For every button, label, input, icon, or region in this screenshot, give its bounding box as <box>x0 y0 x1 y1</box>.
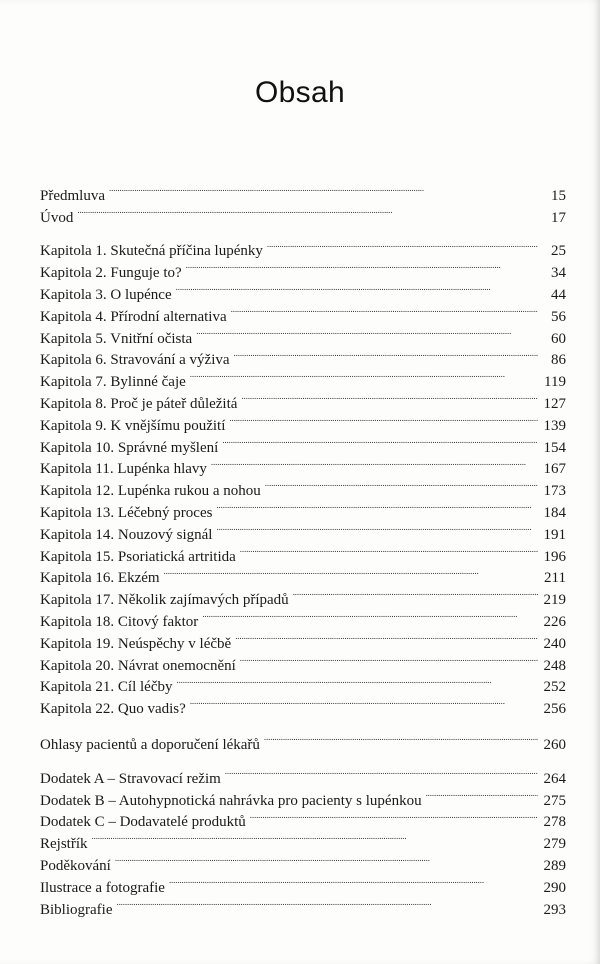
toc-entry-page-number: 119 <box>544 374 566 391</box>
toc-spacer <box>40 222 566 234</box>
toc-entry-page-number: 184 <box>543 504 566 521</box>
dot-leader <box>196 321 538 343</box>
toc-entry-page-number: 256 <box>543 701 566 718</box>
toc-entry-label: Dodatek B – Autohypnotická nahrávka pro pacienty s lupénkou <box>40 792 422 809</box>
dot-leader <box>216 517 537 539</box>
toc-entry-label: Kapitola 9. K vnějšímu použití <box>40 417 226 434</box>
toc-entry-page-number: 248 <box>543 657 566 674</box>
toc-entry-page-number: 196 <box>543 548 566 565</box>
dot-leader <box>225 761 538 783</box>
toc-entry-label: Kapitola 19. Neúspěchy v léčbě <box>40 635 232 652</box>
dot-leader <box>426 783 538 805</box>
toc-entry-label: Dodatek C – Dodavatelé produktů <box>40 814 246 831</box>
toc-entry-label: Kapitola 2. Funguje to? <box>40 265 182 282</box>
dot-leader <box>92 826 538 848</box>
dot-leader <box>202 604 537 626</box>
dot-leader <box>216 495 537 517</box>
toc-entry-label: Kapitola 12. Lupénka rukou a nohou <box>40 483 261 500</box>
dot-leader <box>234 343 538 365</box>
toc-entry <box>40 826 566 853</box>
dot-leader <box>190 364 538 386</box>
toc-entry <box>40 727 566 753</box>
dot-leader <box>116 892 537 914</box>
toc-entry-label: Kapitola 20. Návrat onemocnění <box>40 657 236 674</box>
toc-testimonials <box>40 727 566 753</box>
toc-entry-page-number: 86 <box>551 352 566 369</box>
dot-leader <box>176 277 538 299</box>
toc-entry-page-number: 289 <box>543 857 566 874</box>
dot-leader <box>264 727 538 749</box>
toc-entry-page-number: 25 <box>551 243 566 260</box>
toc-entry <box>40 200 566 226</box>
toc-entry-label: Ohlasy pacientů a doporučení lékařů <box>40 736 260 753</box>
toc-entry-label: Kapitola 4. Přírodní alternativa <box>40 308 227 325</box>
toc-entry-page-number: 226 <box>543 613 566 630</box>
toc-entry-label: Ilustrace a fotografie <box>40 879 165 896</box>
toc-entry-page-number: 279 <box>543 836 566 853</box>
toc-entry-label: Předmluva <box>40 187 105 204</box>
toc-entry-label: Kapitola 3. O lupénce <box>40 286 172 303</box>
toc-entry-page-number: 293 <box>543 901 566 918</box>
toc-entry <box>40 178 566 204</box>
toc-entry-label: Kapitola 5. Vnitřní očista <box>40 330 193 347</box>
toc-entry-label: Kapitola 11. Lupénka hlavy <box>40 461 207 478</box>
toc-entry-page-number: 252 <box>543 679 566 696</box>
toc-entry-page-number: 211 <box>544 570 566 587</box>
dot-leader <box>222 430 537 452</box>
dot-leader <box>241 386 537 408</box>
toc-entry-label: Bibliografie <box>40 901 113 918</box>
toc-entry-label: Kapitola 21. Cíl léčby <box>40 679 173 696</box>
dot-leader <box>176 670 537 692</box>
dot-leader <box>190 691 538 713</box>
toc-entry-label: Kapitola 10. Správné myšlení <box>40 439 219 456</box>
dot-leader <box>235 626 537 648</box>
toc-entry-label: Kapitola 6. Stravování a výživa <box>40 352 230 369</box>
toc-entry-page-number: 278 <box>543 814 566 831</box>
toc-entry-page-number: 173 <box>543 483 566 500</box>
toc-entry-page-number: 56 <box>551 308 566 325</box>
dot-leader <box>229 408 537 430</box>
toc-entry-page-number: 154 <box>543 439 566 456</box>
dot-leader <box>293 582 538 604</box>
toc-entry-page-number: 264 <box>543 770 566 787</box>
toc-entry-page-number: 139 <box>543 417 566 434</box>
dot-leader <box>240 539 538 561</box>
toc-entry-page-number: 60 <box>551 330 566 347</box>
toc-entry-label: Kapitola 13. Léčebný proces <box>40 504 213 521</box>
toc-back-matter <box>40 761 566 918</box>
toc-entry-page-number: 15 <box>551 187 566 204</box>
toc-entry-page-number: 34 <box>551 265 566 282</box>
dot-leader <box>240 648 538 670</box>
toc-entry-page-number: 167 <box>543 461 566 478</box>
toc-entry-page-number: 127 <box>543 395 566 412</box>
toc-entry-page-number: 240 <box>543 635 566 652</box>
page-title: Obsah <box>255 76 345 109</box>
toc-entry-label: Úvod <box>40 209 74 226</box>
toc-entry-label: Kapitola 7. Bylinné čaje <box>40 374 186 391</box>
toc-entry-page-number: 219 <box>543 592 566 609</box>
toc-entry-page-number: 17 <box>551 209 566 226</box>
toc-entry <box>40 892 566 918</box>
toc-entry-label: Dodatek A – Stravovací režim <box>40 770 221 787</box>
dot-leader <box>265 473 538 495</box>
toc-entry-label: Rejstřík <box>40 836 88 853</box>
toc-entry <box>40 761 566 787</box>
toc-entry-label: Kapitola 17. Několik zajímavých případů <box>40 592 289 609</box>
toc-front-matter <box>40 178 566 226</box>
toc-entry-label: Kapitola 1. Skutečná příčina lupénky <box>40 243 263 260</box>
toc-entry-page-number: 260 <box>543 736 566 753</box>
dot-leader <box>267 234 538 256</box>
toc-entry <box>40 870 566 896</box>
toc-entry <box>40 848 566 874</box>
toc-entry-label: Kapitola 14. Nouzový signál <box>40 526 213 543</box>
dot-leader <box>115 848 538 870</box>
dot-leader <box>169 870 538 892</box>
dot-leader <box>77 200 538 222</box>
toc-entry-label: Poděkování <box>40 857 111 874</box>
dot-leader <box>250 805 538 827</box>
dot-leader <box>186 255 538 277</box>
toc-entry-label: Kapitola 18. Citový faktor <box>40 613 199 630</box>
dot-leader <box>109 178 538 200</box>
toc-entry-label: Kapitola 15. Psoriatická artritida <box>40 548 236 565</box>
toc-entry <box>40 234 566 260</box>
toc-entry-label: Kapitola 22. Quo vadis? <box>40 701 186 718</box>
dot-leader <box>231 299 538 321</box>
table-of-contents <box>40 178 566 918</box>
toc-entry-label: Kapitola 16. Ekzém <box>40 570 160 587</box>
toc-entry-page-number: 275 <box>543 792 566 809</box>
toc-chapters <box>40 234 566 718</box>
toc-entry-label: Kapitola 8. Proč je páteř důležitá <box>40 395 238 412</box>
dot-leader <box>164 561 538 583</box>
toc-entry-page-number: 191 <box>543 526 566 543</box>
toc-entry-page-number: 290 <box>543 879 566 896</box>
toc-entry-page-number: 44 <box>551 286 566 303</box>
dot-leader <box>211 452 538 474</box>
